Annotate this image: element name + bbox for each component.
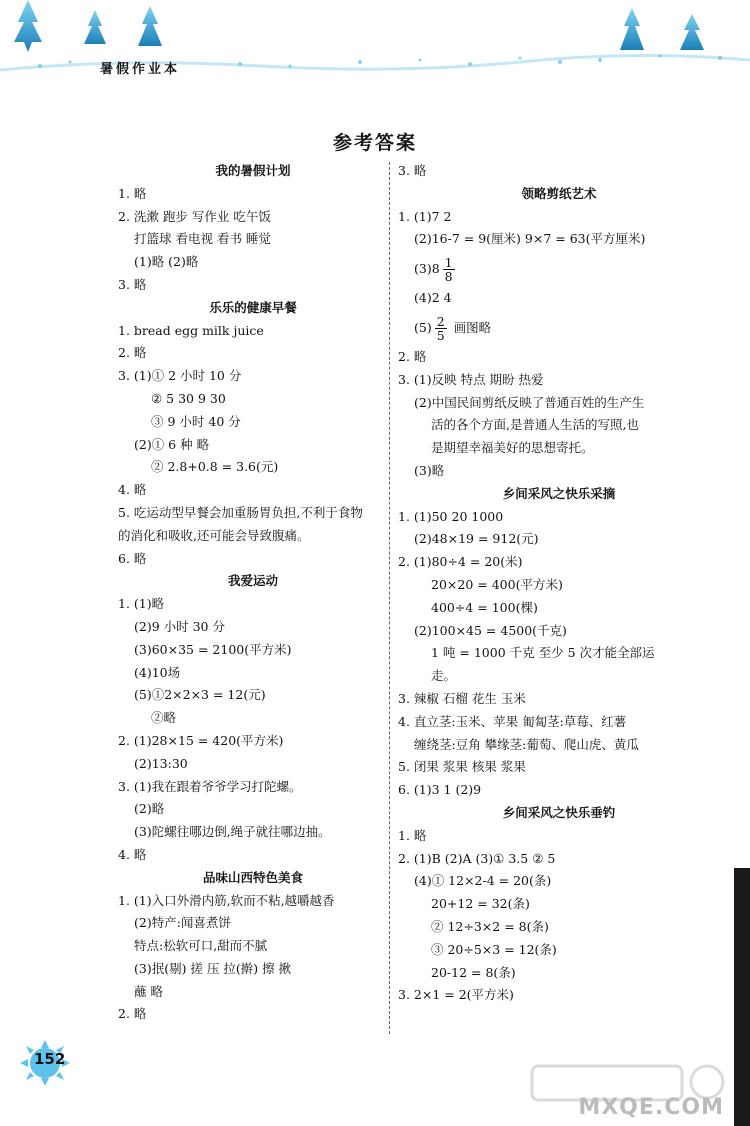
answer-line: 1. (1)7 2 <box>398 208 452 224</box>
page-header <box>0 0 750 90</box>
answer-line: 特点:松软可口,甜而不腻 <box>134 938 268 954</box>
answer-line: ②略 <box>151 710 177 726</box>
answer-line: ② 2.8+0.8 = 3.6(元) <box>151 459 279 475</box>
right-column <box>398 160 720 1007</box>
answer-line: 3. (1)① 2 小时 10 分 <box>118 368 242 384</box>
answer-line: 3. (1)我在跟着爷爷学习打陀螺。 <box>118 778 302 794</box>
answer-line: 1 吨 = 1000 千克 至少 5 次才能全部运 <box>431 645 655 661</box>
answer-line: (2)① 6 种 略 <box>134 436 210 452</box>
tree-icon <box>680 14 704 50</box>
tree-icon <box>14 0 42 52</box>
answer-line: 3. (1)反映 特点 期盼 热爱 <box>398 371 544 387</box>
answer-line: (4)① 12×2-4 = 20(条) <box>414 873 552 889</box>
answer-line: 400÷4 = 100(棵) <box>431 599 538 615</box>
answer-line: 打篮球 看电视 看书 睡觉 <box>134 231 271 247</box>
answer-line: 6. (1)3 1 (2)9 <box>398 782 482 798</box>
answer-line: (3)陀螺往哪边倒,绳子就往哪边抽。 <box>134 824 331 840</box>
page-title: 参考答案 <box>332 132 417 154</box>
answer-line: (1)略 (2)略 <box>134 254 199 270</box>
section-heading: 乡间采风之快乐采摘 <box>502 485 616 501</box>
left-column <box>118 160 388 1026</box>
answer-line: ② 12÷3×2 = 8(条) <box>431 918 549 934</box>
answer-line: (2)13:30 <box>134 755 188 771</box>
answer-line: 4. 直立茎:玉米、苹果 匍匐茎:草莓、红薯 <box>398 713 627 729</box>
answer-line: 3. 辣椒 石榴 花生 玉米 <box>398 690 526 706</box>
answer-line: 3. 2×1 = 2(平方米) <box>398 987 514 1003</box>
answer-line: 1. bread egg milk juice <box>118 322 264 338</box>
answer-line: ③ 9 小时 40 分 <box>151 413 241 429</box>
answer-line: (2)9 小时 30 分 <box>134 618 225 634</box>
answer-line: (4)2 4 <box>414 290 452 306</box>
answer-line: (3)60×35 = 2100(平方米) <box>134 641 292 657</box>
answer-line: 5. 闭果 浆果 核果 浆果 <box>398 759 526 775</box>
answer-line: (3)抿(剔) 搓 压 拉(擀) 擦 揪 <box>134 960 292 976</box>
tree-icon <box>138 6 162 46</box>
answer-line: 走。 <box>431 668 457 684</box>
header-title: 暑假作业本 <box>100 62 181 77</box>
answer-line: 20×20 = 400(平方米) <box>431 576 563 592</box>
answer-line: 1. (1)入口外滑内筋,软而不粘,越嚼越香 <box>118 892 335 908</box>
answer-line: 2. (1)28×15 = 420(平方米) <box>118 732 284 748</box>
tree-icon <box>620 8 644 50</box>
answer-line-fraction: (3)8 $\frac{1}{8}$ <box>414 255 453 285</box>
section-heading: 我的暑假计划 <box>215 163 291 178</box>
answer-line: 是期望幸福美好的思想寄托。 <box>431 440 594 456</box>
answer-line: 的消化和吸收,还可能会导致腹痛。 <box>118 527 310 543</box>
answer-line: 1. (1)略 <box>118 596 165 612</box>
section-heading: 乡间采风之快乐垂钓 <box>502 804 616 820</box>
answer-line: 2. 略 <box>398 348 427 364</box>
answer-line: 6. 略 <box>118 550 147 566</box>
answer-line: 4. 略 <box>118 846 147 862</box>
answer-line: ③ 20÷5×3 = 12(条) <box>431 941 557 957</box>
answer-line: 缠绕茎:豆角 攀缘茎:葡萄、爬山虎、黄瓜 <box>414 736 639 752</box>
answer-line: 20+12 = 32(条) <box>431 896 530 912</box>
answer-line-fraction: (5) $\frac{2}{5}$ 画图略 <box>414 313 492 343</box>
fraction: $\frac{2}{5}$ <box>436 313 445 343</box>
fraction: $\frac{1}{8}$ <box>444 255 453 285</box>
column-divider <box>389 162 390 1034</box>
section-heading: 品味山西特色美食 <box>202 869 303 885</box>
answer-line: (2)中国民间剪纸反映了普通百姓的生产生 <box>414 394 645 410</box>
tree-icon <box>84 10 106 44</box>
watermark-text: MXQE.COM <box>578 1095 724 1120</box>
page-number: 152 <box>34 1050 66 1068</box>
section-heading: 领略剪纸艺术 <box>521 185 597 201</box>
answer-line: 3. 略 <box>398 163 427 178</box>
answer-line: 1. (1)50 20 1000 <box>398 508 504 524</box>
answer-line: 2. (1)80÷4 = 20(米) <box>398 554 523 570</box>
answer-line: (2)特产:闻喜煮饼 <box>134 915 231 931</box>
answer-line: 活的各个方面,是普通人生活的写照,也 <box>431 417 639 433</box>
answer-line: 2. 略 <box>118 1006 147 1022</box>
answer-line: (4)10场 <box>134 664 181 680</box>
answer-line: 2. 略 <box>118 345 147 361</box>
answer-line: (3)略 <box>414 462 445 478</box>
answer-line: (2)48×19 = 912(元) <box>414 531 539 547</box>
answer-line: 蘸 略 <box>134 983 163 999</box>
answer-line: 3. 略 <box>118 276 147 292</box>
answer-line: (2)略 <box>134 801 165 817</box>
answer-line: 1. 略 <box>118 185 147 201</box>
answer-line: 2. 洗漱 跑步 写作业 吃午饭 <box>118 208 271 224</box>
answer-line: (5)①2×2×3 = 12(元) <box>134 687 266 703</box>
edge-tab <box>734 868 750 1126</box>
answer-line: 5. 吃运动型早餐会加重肠胃负担,不利于食物 <box>118 504 363 520</box>
section-heading: 乐乐的健康早餐 <box>209 299 297 315</box>
section-heading: 我爱运动 <box>227 573 278 589</box>
answer-line: 4. 略 <box>118 482 147 498</box>
answer-line: (2)100×45 = 4500(千克) <box>414 622 567 638</box>
answer-line: (2)16-7 = 9(厘米) 9×7 = 63(平方厘米) <box>414 231 646 247</box>
answer-line: 20-12 = 8(条) <box>431 964 516 980</box>
answer-line: 1. 略 <box>398 827 427 843</box>
answer-line: ② 5 30 9 30 <box>151 390 226 406</box>
answer-line: 2. (1)B (2)A (3)① 3.5 ② 5 <box>398 850 556 866</box>
